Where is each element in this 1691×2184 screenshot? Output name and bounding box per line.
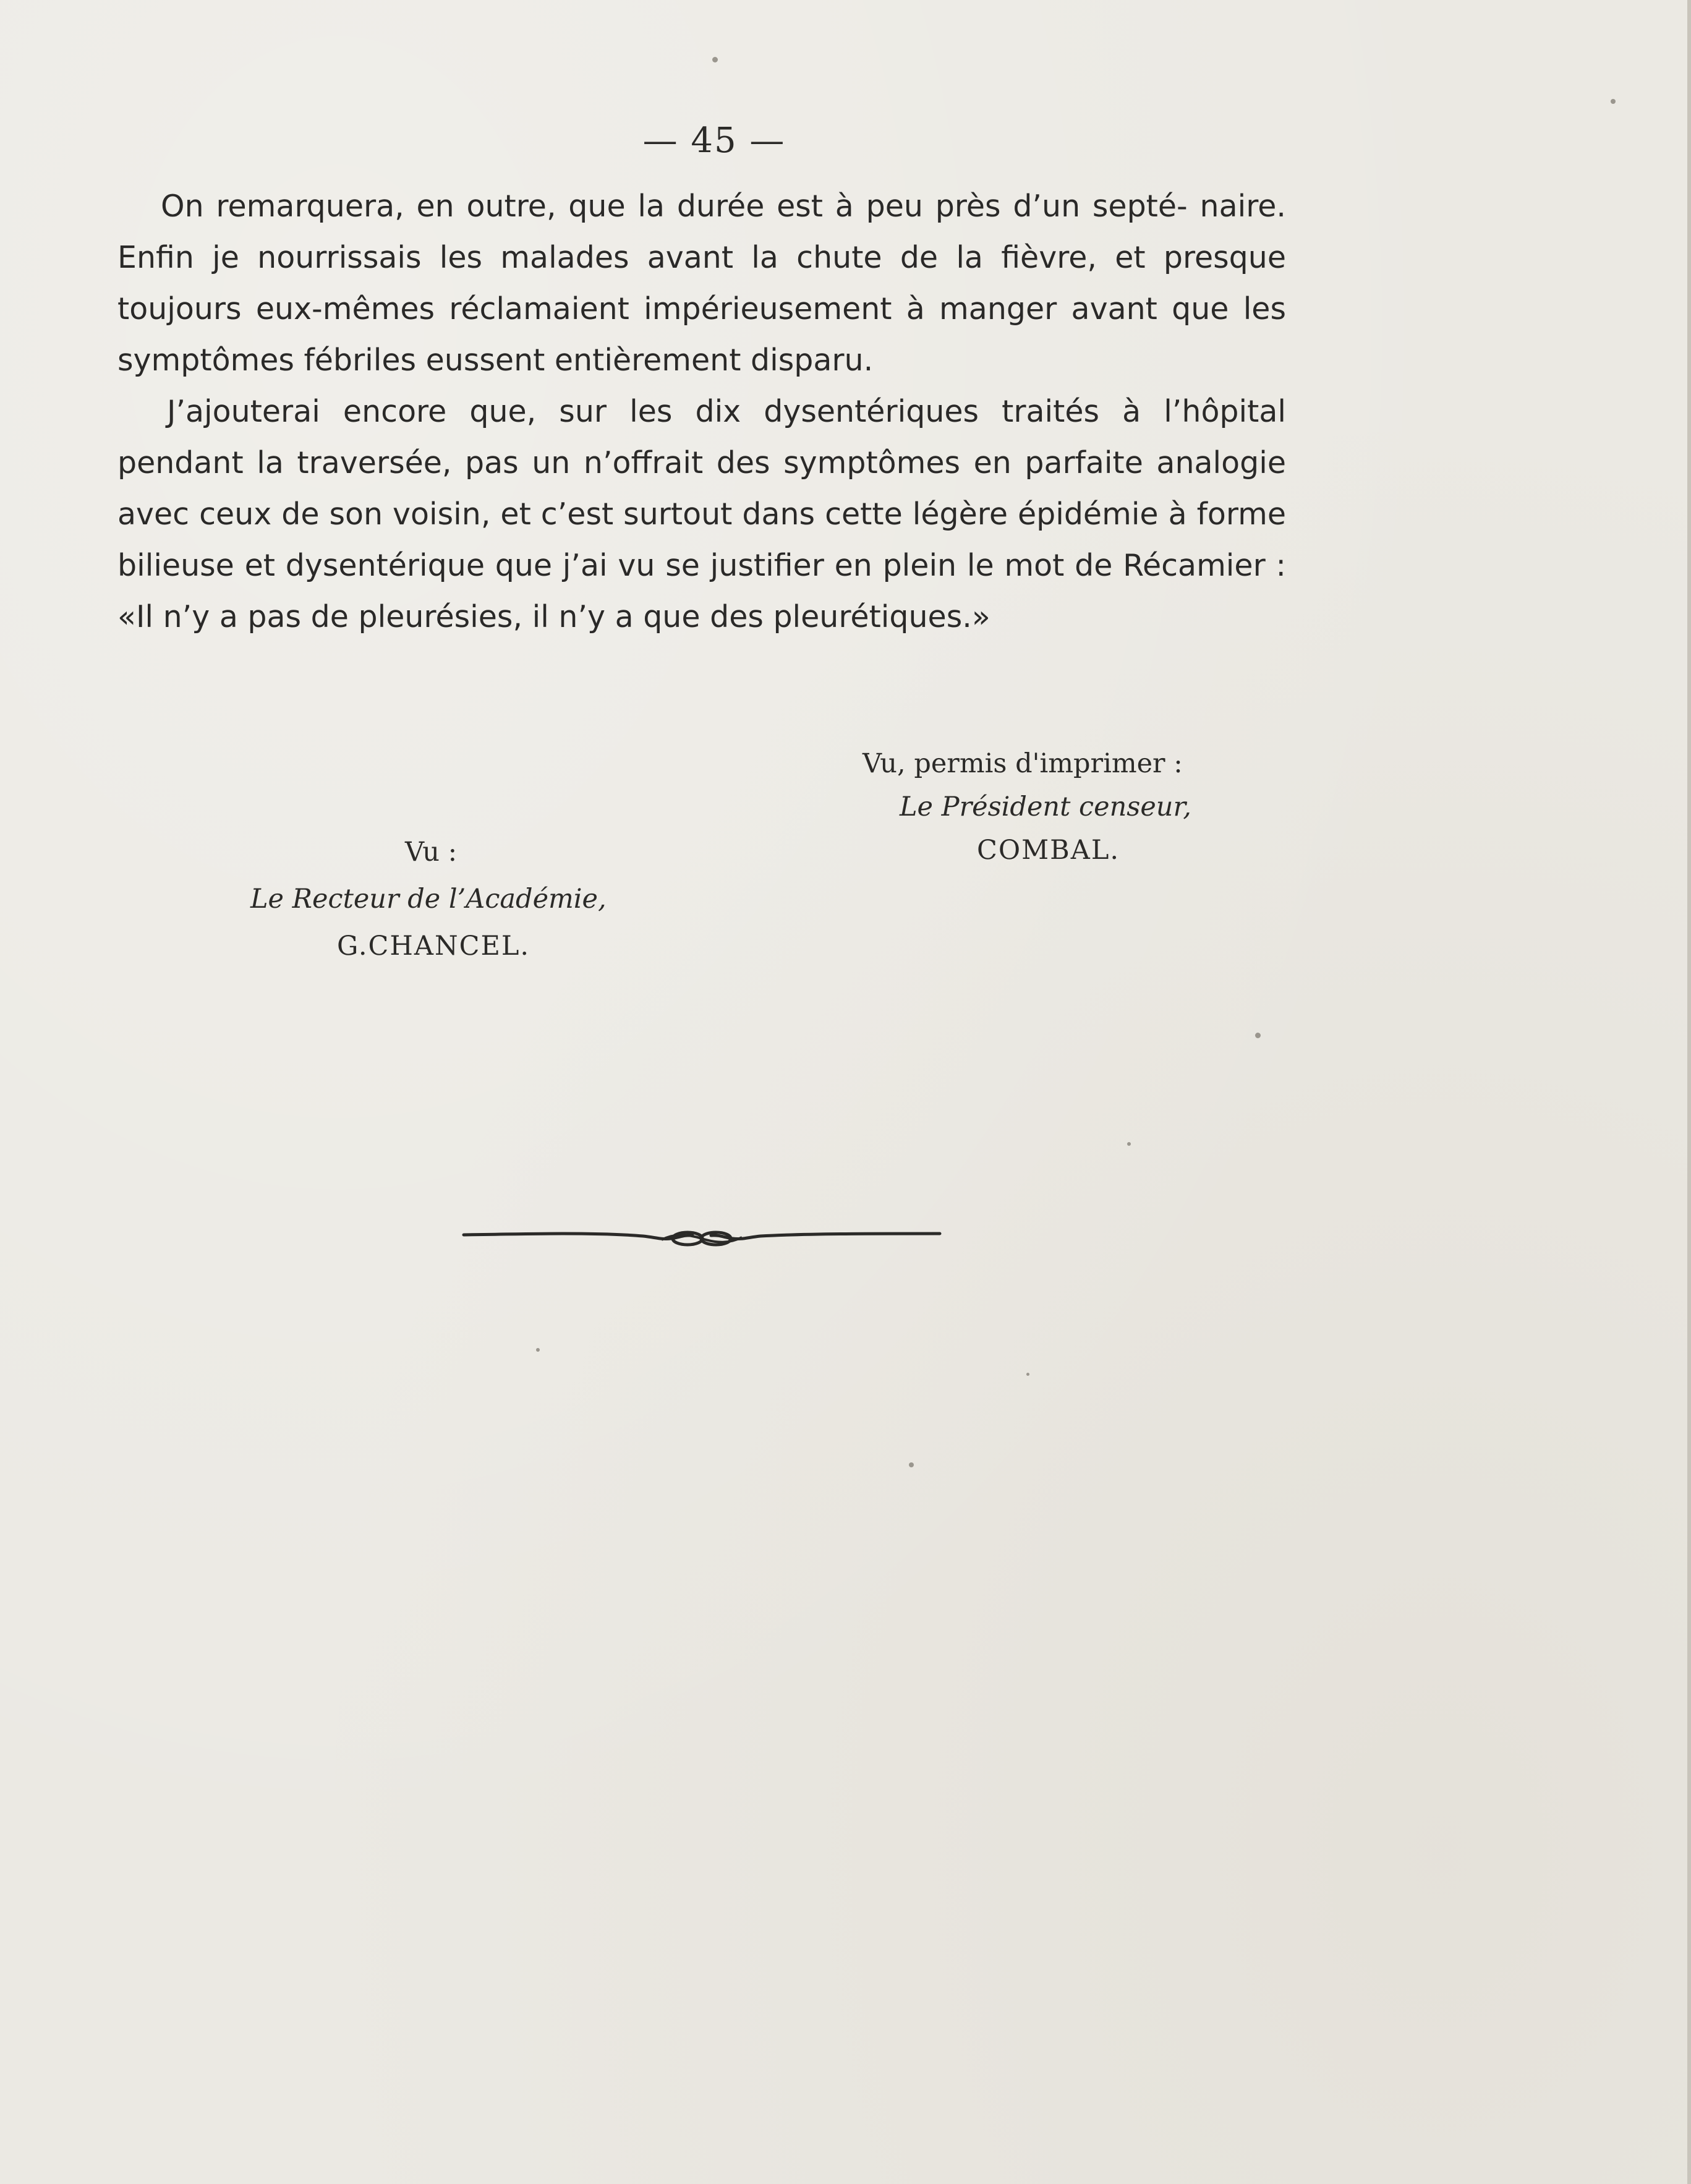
approval-president-title: Le Président censeur,: [900, 791, 1191, 822]
approval-president: [832, 742, 1264, 872]
approval-rector-title: Le Recteur de l’Académie,: [250, 884, 607, 915]
paragraph-2: J’ajouterai encore que, sur les dix dysentériques traités à l’hôpital pendant la traversée, pas un n’offrait des symptômes en parfaite analogie avec ceux de son voisin, et c’est surtout dans cette légère épidémie à forme bilieuse et dysentérique que j’ai vu se justifier en plein le mot de Récamier : «Il n’y a pas de pleurésies, il n’y a que des pleurétiques.»: [117, 394, 1286, 634]
paper-speck: [1026, 1373, 1029, 1376]
paper-speck: [536, 1348, 540, 1352]
paragraph-1: On remarquera, en outre, que la durée est à peu près d’un septé- naire. Enfin je nourrissais les malades avant la chute de la fièvre, et presque toujours eux-mêmes réclamaient impérieusement à manger avant que les symptômes fébriles eussent entièrement disparu.: [117, 189, 1286, 378]
approval-rector-name: G.CHANCEL.: [337, 931, 530, 962]
page-number: — 45 —: [642, 121, 786, 161]
approval-president-name: COMBAL.: [977, 835, 1120, 866]
ornament-divider-icon: [458, 1215, 946, 1252]
paper-speck: [1255, 1033, 1261, 1038]
paper-speck: [712, 57, 718, 62]
approval-rector-heading: Vu :: [405, 837, 458, 868]
page-edge: [1687, 0, 1691, 2184]
paper-speck: [1127, 1142, 1131, 1146]
approval-president-heading: Vu, permis d'imprimer :: [863, 748, 1183, 779]
paper-speck: [909, 1462, 914, 1467]
body-text: [117, 181, 1286, 642]
approval-rector: [250, 829, 683, 970]
paper-speck: [1611, 99, 1616, 104]
